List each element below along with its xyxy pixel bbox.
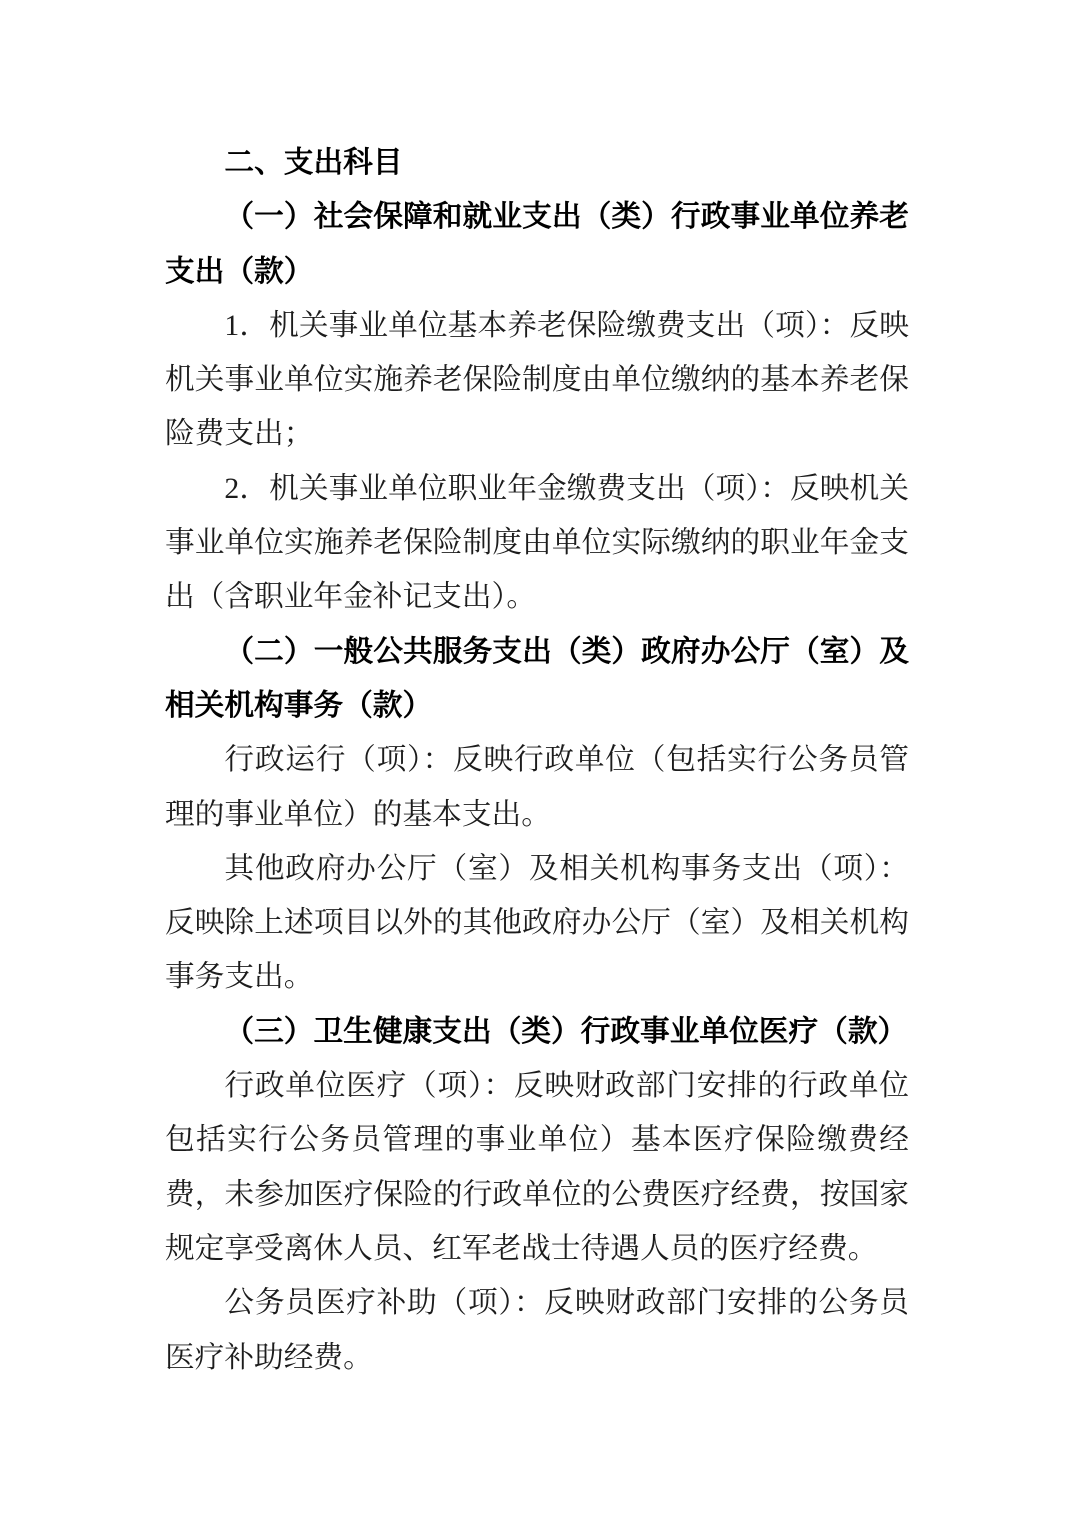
para-administrative-operation: 行政运行（项）：反映行政单位（包括实行公务员管理的事业单位）的基本支出。: [165, 744, 909, 831]
heading-health-expenditure: （三）卫生健康支出（类）行政事业单位医疗（款）: [224, 1014, 908, 1048]
para-administrative-unit-medical: 行政单位医疗（项）：反映财政部门安排的行政单位包括实行公务员管理的事业单位）基本医疗保险缴费经费，未参加医疗保险的行政单位的公费医疗经费，按国家规定享受离休人员、红军老战士待遇人员的医疗经费。: [165, 1070, 909, 1265]
document-content: [165, 136, 909, 1385]
heading-social-security-and-employment: （一）社会保障和就业支出（类）行政事业单位养老支出（款）: [165, 200, 909, 288]
heading-expenditure-subjects: 二、支出科目: [224, 146, 403, 179]
para-other-government-office-affairs: 其他政府办公厅（室）及相关机构事务支出（项）：反映除上述项目以外的其他政府办公厅（室）及相关机构事务支出。: [165, 852, 909, 994]
heading-general-public-services: （二）一般公共服务支出（类）政府办公厅（室）及相关机构事务（款）: [165, 634, 909, 722]
para-occupational-annuity-contribution: 2．机关事业单位职业年金缴费支出（项）：反映机关事业单位实施养老保险制度由单位实际缴纳的职业年金支出（含职业年金补记支出）。: [165, 472, 909, 614]
para-civil-servant-medical-subsidy: 公务员医疗补助（项）：反映财政部门安排的公务员医疗补助经费。: [165, 1287, 909, 1374]
para-basic-pension-contribution: 1．机关事业单位基本养老保险缴费支出（项）：反映机关事业单位实施养老保险制度由单位缴纳的基本养老保险费支出；: [165, 309, 909, 451]
